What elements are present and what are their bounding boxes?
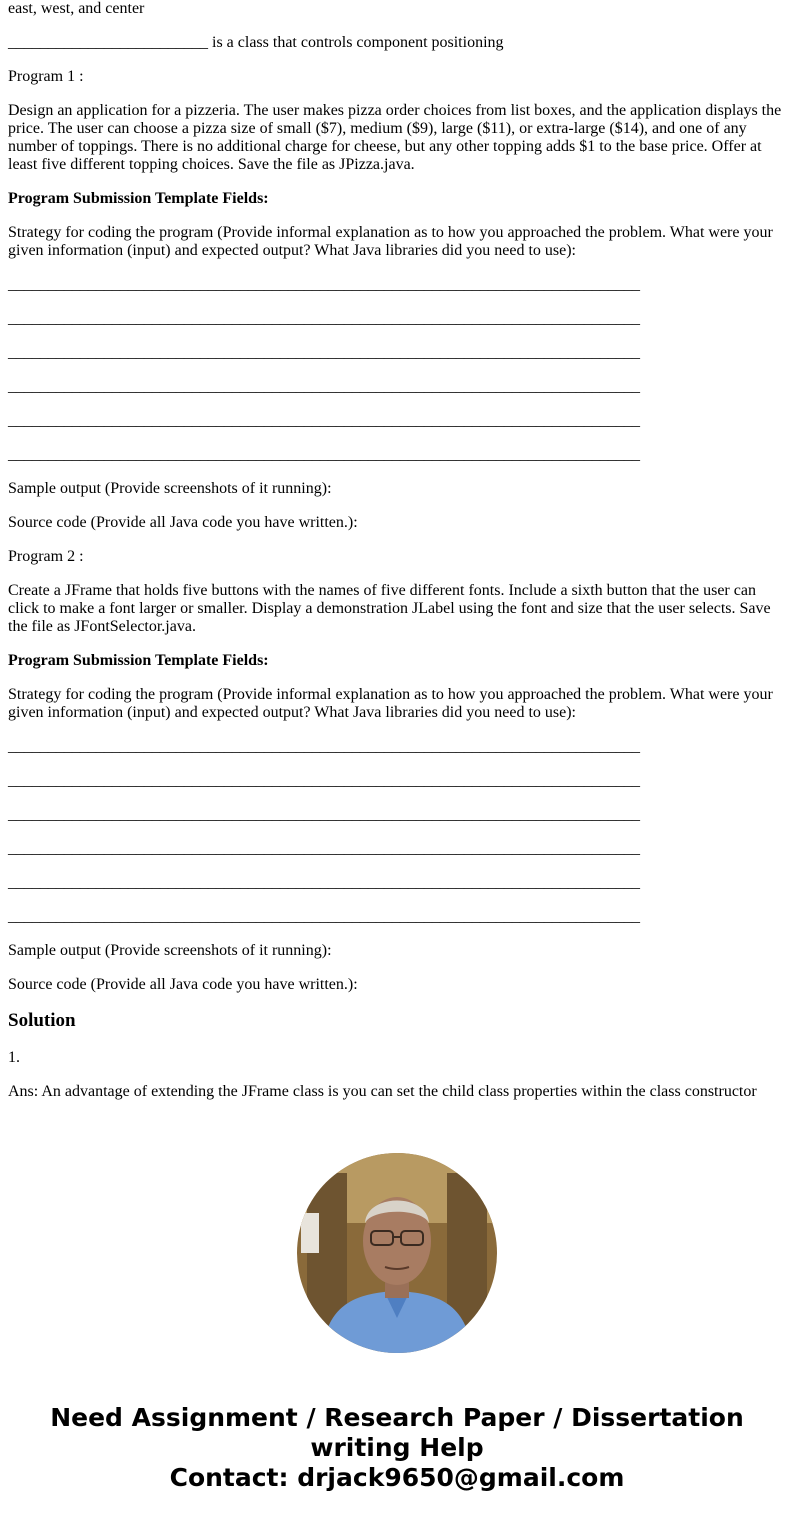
solution-answer: Ans: An advantage of extending the JFrame class is you can set the child class properties within the class constructor bbox=[8, 1083, 757, 1100]
program1-answer-line[interactable]: _______________________________________________________________________________ bbox=[8, 276, 640, 293]
program1-strategy: Strategy for coding the program (Provide informal explanation as to how you approached the problem. What were your given information (input) and expected output? What Java libraries did you need to use): bbox=[8, 224, 773, 259]
program1-description: Design an application for a pizzeria. The user makes pizza order choices from list boxes, and the application displays the price. The user can choose a pizza size of small ($7), medium ($9), large ($11), or extra-large ($14), and one of any number of toppings. There is no additional charge for cheese, but any other topping adds $1 to the base price. Offer at least five different topping choices. Save the file as JPizza.java. bbox=[8, 102, 782, 173]
question-layout-manager: east, west, and center bbox=[8, 0, 145, 17]
solution-heading: Solution bbox=[8, 1010, 76, 1031]
promo-line-contact[interactable]: Contact: drjack9650@gmail.com bbox=[169, 1463, 625, 1492]
program1-answer-line[interactable]: _______________________________________________________________________________ bbox=[8, 446, 640, 463]
program1-answer-line[interactable]: _______________________________________________________________________________ bbox=[8, 378, 640, 395]
program1-heading: Program 1 : bbox=[8, 68, 84, 85]
document-body bbox=[8, 0, 786, 1117]
program2-template-heading: Program Submission Template Fields: bbox=[8, 652, 269, 669]
program1-source-code: Source code (Provide all Java code you have written.): bbox=[8, 514, 358, 531]
program2-answer-line[interactable]: _______________________________________________________________________________ bbox=[8, 840, 640, 857]
program2-answer-line[interactable]: _______________________________________________________________________________ bbox=[8, 806, 640, 823]
program2-answer-line[interactable]: _______________________________________________________________________________ bbox=[8, 738, 640, 755]
program2-heading: Program 2 : bbox=[8, 548, 84, 565]
promo-line-help: Need Assignment / Research Paper / Dissertation writing Help bbox=[50, 1403, 744, 1462]
program2-sample-output: Sample output (Provide screenshots of it running): bbox=[8, 942, 332, 959]
program1-answer-line[interactable]: _______________________________________________________________________________ bbox=[8, 412, 640, 429]
program1-answer-line[interactable]: _______________________________________________________________________________ bbox=[8, 344, 640, 361]
author-avatar bbox=[297, 1153, 497, 1353]
solution-number: 1. bbox=[8, 1049, 20, 1066]
question-layout-class: _________________________ is a class that controls component positioning bbox=[8, 34, 504, 51]
program2-description: Create a JFrame that holds five buttons with the names of five different fonts. Include a sixth button that the user can click to make a font larger or smaller. Display a demonstration JLabel using the font and size that the user selects. Save the file as JFontSelector.java. bbox=[8, 582, 771, 635]
promo-banner bbox=[0, 1403, 794, 1493]
author-portrait-image bbox=[297, 1153, 497, 1353]
program1-answer-line[interactable]: _______________________________________________________________________________ bbox=[8, 310, 640, 327]
program2-answer-line[interactable]: _______________________________________________________________________________ bbox=[8, 908, 640, 925]
program1-template-heading: Program Submission Template Fields: bbox=[8, 190, 269, 207]
program2-source-code: Source code (Provide all Java code you have written.): bbox=[8, 976, 358, 993]
program2-strategy: Strategy for coding the program (Provide informal explanation as to how you approached the problem. What were your given information (input) and expected output? What Java libraries did you need to use): bbox=[8, 686, 773, 721]
program1-sample-output: Sample output (Provide screenshots of it running): bbox=[8, 480, 332, 497]
program2-answer-line[interactable]: _______________________________________________________________________________ bbox=[8, 874, 640, 891]
program2-answer-line[interactable]: _______________________________________________________________________________ bbox=[8, 772, 640, 789]
